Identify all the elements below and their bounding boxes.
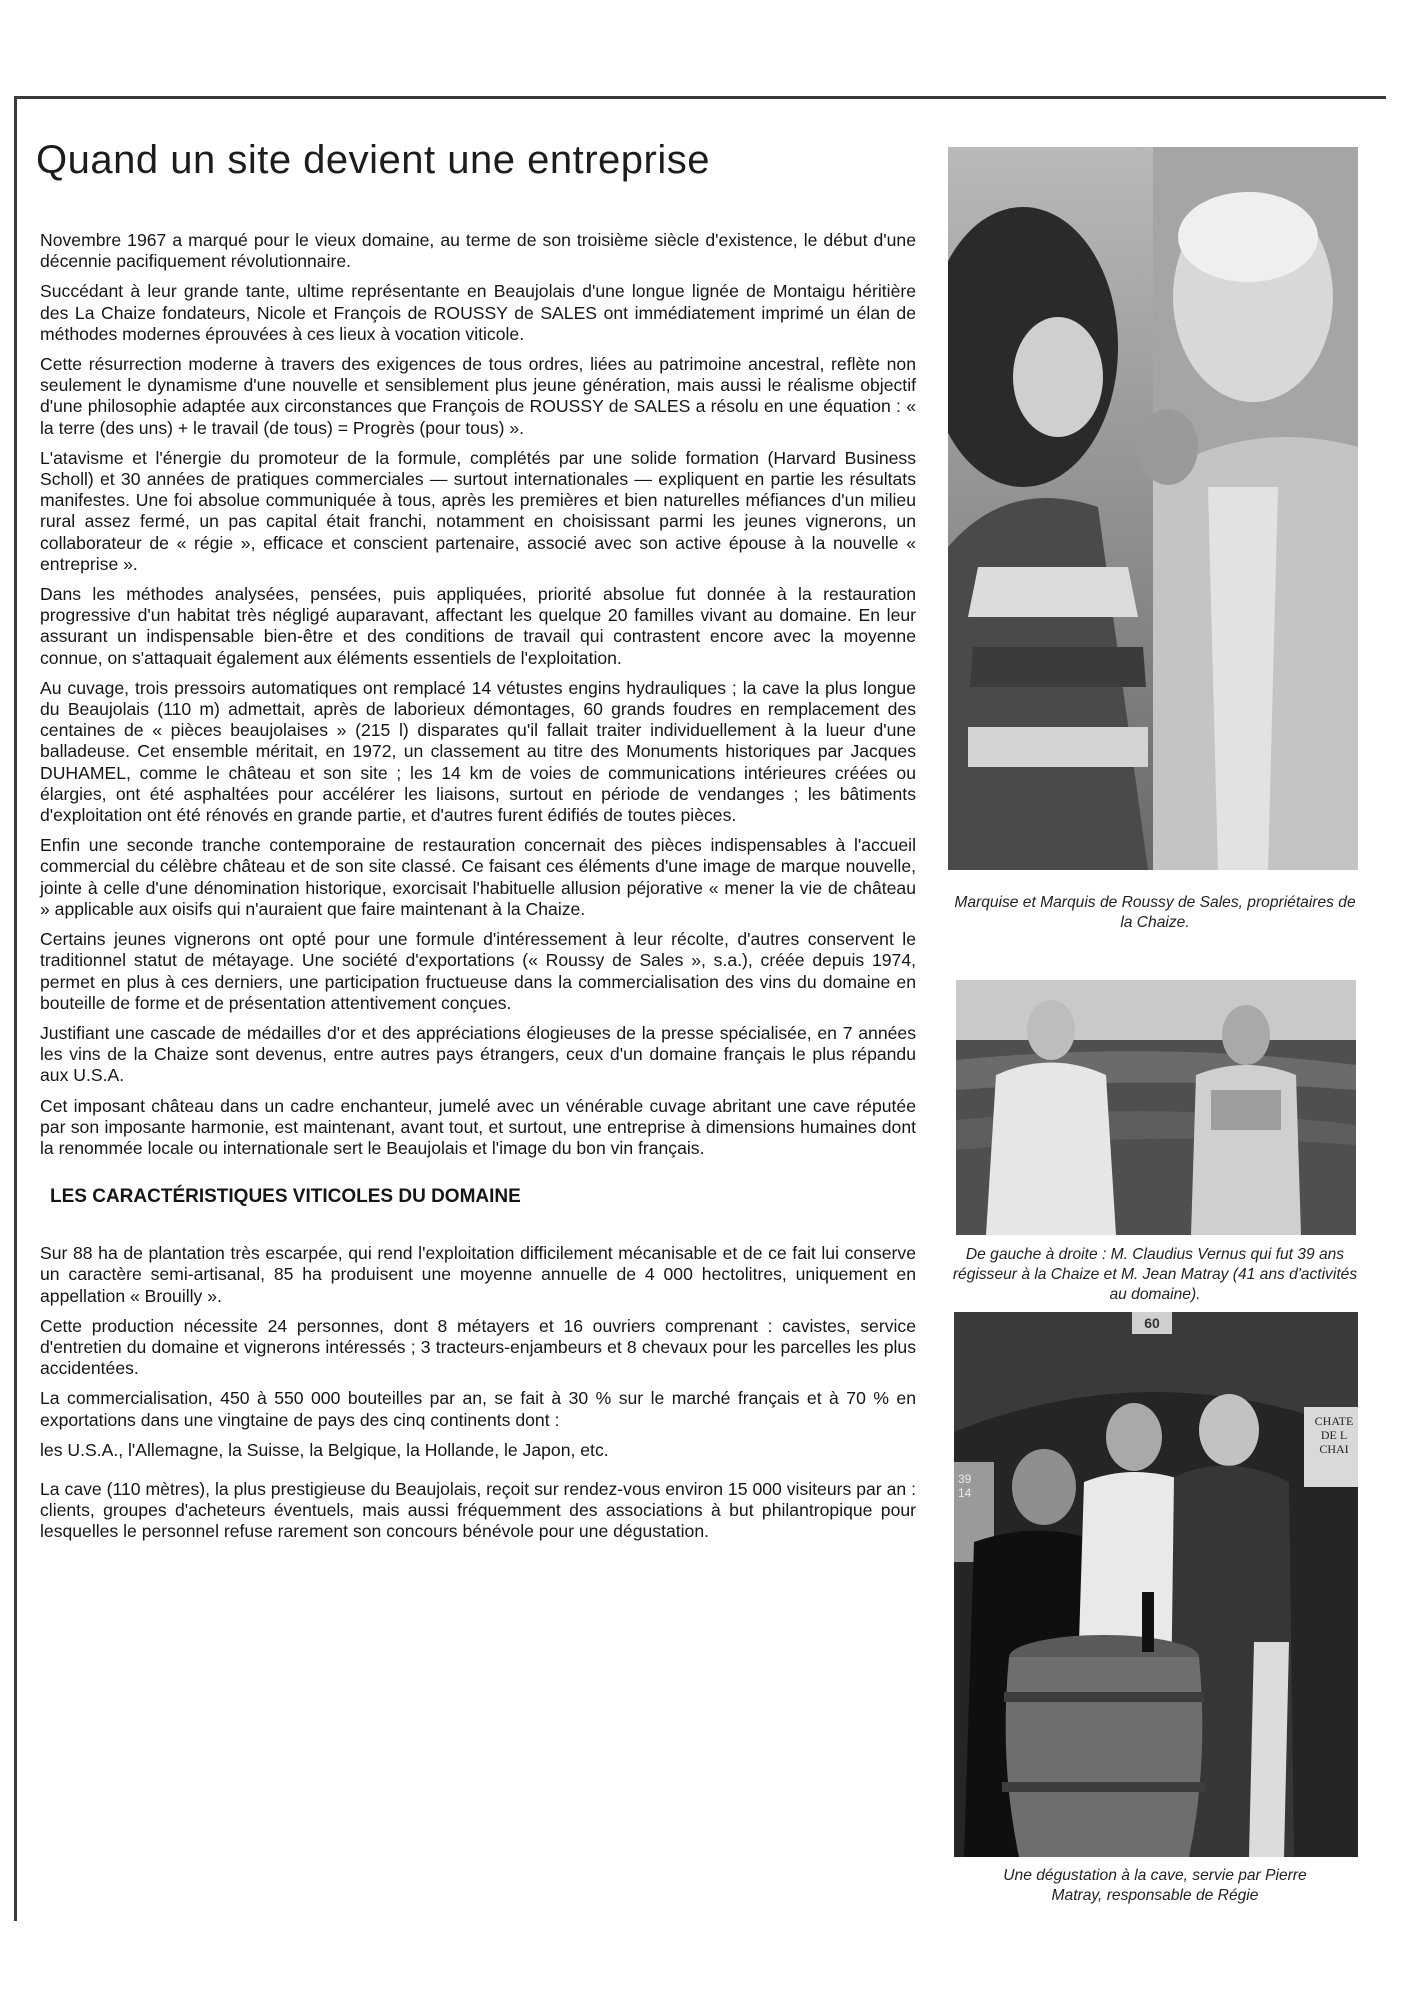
paragraph: La cave (110 mètres), la plus prestigieuse du Beaujolais, reçoit sur rendez-vous environ 15 000 visiteurs par an : clients, groupes d'acheteurs éventuels, mais aussi fréquemment des associations à but philantropique pour lesquelles le personnel refuse rarement son concours bénévole pour une dégustation. — [40, 1478, 916, 1542]
paragraph: Succédant à leur grande tante, ultime représentante en Beaujolais d'une longue lignée de Montaigu héritière des La Chaize fondateurs, Nicole et François de ROUSSY de SALES ont immédiatement imprimé un élan de méthodes modernes éprouvées à ces lieux à vocation viticole. — [40, 281, 916, 344]
paragraph: Certains jeunes vignerons ont opté pour une formule d'intéressement à leur récolte, d'autres conservent le traditionnel statut de métayage. Une société d'exportations (« Roussy de Sales », s.a.), créée depuis 1974, permet en plus à ces derniers, une participation fructueuse dans la commercialisation des vins du domaine en bouteille de forme et de présentation attentivement conçues. — [40, 929, 916, 1013]
photo-cellar-illustration — [954, 1312, 1358, 1857]
photo-cellar-caption: Une dégustation à la cave, servie par Pierre Matray, responsable de Régie — [1003, 1867, 1307, 1904]
paragraph: Cet imposant château dans un cadre enchanteur, jumelé avec un vénérable cuvage abritant une cave réputée par son imposante harmonie, est maintenant, avant tout, et surtout, une entreprise à dimensions humaines dont la renommée locale ou internationale sert le Beaujolais et l'image du bon vin français. — [40, 1095, 916, 1158]
photo-vineyard-caption: De gauche à droite : M. Claudius Vernus qui fut 39 ans régisseur à la Chaize et M. Jean Matray (41 ans d'activités au domaine). — [952, 1246, 1358, 1303]
photo-vineyard — [956, 980, 1356, 1235]
photo-owners-illustration — [948, 147, 1358, 870]
cellar-sign-number: 60 — [1144, 1315, 1160, 1331]
cellar-sign — [1309, 1414, 1358, 1456]
paragraph: Cette résurrection moderne à travers des exigences de tous ordres, liées au patrimoine ancestral, reflète non seulement le dynamisme d'une nouvelle et sensiblement plus jeune génération, mais aussi le réalisme objectif d'une philosophie adaptée aux circonstances que François de ROUSSY de SALES a résolu en une équation : « la terre (des uns) + le travail (de tous) = Progrès (pour tous) ». — [40, 354, 916, 438]
paragraph: La commercialisation, 450 à 550 000 bouteilles par an, se fait à 30 % sur le marché français et à 70 % en exportations dans une vingtaine de pays des cinq continents dont : — [40, 1388, 916, 1430]
paragraph: Justifiant une cascade de médailles d'or et des appréciations élogieuses de la presse spécialisée, en 7 années les vins de la Chaize sont devenus, entre autres pays étrangers, ceux d'un domaine français le plus répandu aux U.S.A. — [40, 1022, 916, 1086]
barrel-number-line: 14 — [958, 1486, 972, 1500]
paragraph: Au cuvage, trois pressoirs automatiques ont remplacé 14 vétustes engins hydrauliques ; la cave la plus longue du Beaujolais (110 m) admettait, après de laborieux démontages, 60 grands foudres en remplacement des centaines de « pièces beaujolaises » (215 l) disparates qu'il fallait traiter individuellement à la lueur d'une balladeuse. Cet ensemble méritait, en 1972, un classement au titre des Monuments historiques par Jacques DUHAMEL, comme le château et son site ; les 14 km de voies de communications intérieures créées ou élargies, ont été asphaltées pour accélérer les liaisons, surtout en période de vendanges ; les bâtiments d'exploitation ont été rénovés en grande partie, et d'autres furent édifiés de toutes pièces. — [40, 677, 916, 826]
paragraph: Dans les méthodes analysées, pensées, puis appliquées, priorité absolue fut donnée à la restauration progressive d'un habitat très négligé auparavant, affectant les quelque 20 familles vivant au domaine. En leur assurant un indispensable bien-être et des conditions de travail qui contrastent encore avec la moyenne connue, on s'attaquait également aux éléments essentiels de l'exploitation. — [40, 584, 916, 668]
section-heading: LES CARACTÉRISTIQUES VITICOLES DU DOMAINE — [50, 1186, 521, 1208]
paragraph: Sur 88 ha de plantation très escarpée, qui rend l'exploitation difficilement mécanisable et de ce fait lui conserve un caractère semi-artisanal, 85 ha produisent une moyenne annuelle de 4 000 hectolitres, uniquement en appellation « Brouilly ». — [40, 1243, 916, 1306]
photo-owners — [948, 147, 1358, 870]
paragraph: Cette production nécessite 24 personnes, dont 8 métayers et 16 ouvriers comprenant : cavistes, service d'entretien du domaine et vignerons intéressés ; 3 tracteurs-enjambeurs et 8 chevaux pour les parcelles les plus accidentées. — [40, 1315, 916, 1379]
article-body — [40, 230, 916, 1552]
paragraph: L'atavisme et l'énergie du promoteur de la formule, complétés par une solide formation (Harvard Business Scholl) et 30 années de pratiques commerciales — surtout internationales — expliquent en partie les résultats manifestes. Une foi absolue communiquée à tous, après les premières et bien naturelles méfiances d'un milieu rural assez fermé, un pas capital était franchi, notamment en choisissant parmi les jeunes vignerons, un collaborateur de « régie », efficace et conscient partenaire, associé avec son active épouse à la nouvelle « entreprise ». — [40, 447, 916, 574]
barrel-number — [958, 1472, 971, 1500]
paragraph: Novembre 1967 a marqué pour le vieux domaine, au terme de son troisième siècle d'existence, le début d'une décennie pacifiquement révolutionnaire. — [40, 230, 916, 272]
article-title: Quand un site devient une entreprise — [36, 138, 710, 182]
photo-cellar — [954, 1312, 1358, 1857]
cellar-sign-line: DE L — [1320, 1428, 1348, 1442]
photo-owners-caption: Marquise et Marquis de Roussy de Sales, propriétaires de la Chaize. — [954, 894, 1356, 931]
paragraph: les U.S.A., l'Allemagne, la Suisse, la Belgique, la Hollande, le Japon, etc. — [40, 1439, 609, 1460]
cellar-sign-line: CHAI — [1319, 1442, 1349, 1456]
photo-vineyard-illustration — [956, 980, 1356, 1235]
paragraph: Enfin une seconde tranche contemporaine de restauration concernait des pièces indispensables à l'accueil commercial du célèbre château et de son site classé. Ce faisant ces éléments d'une image de marque nouvelle, jointe à celle d'une dénomination historique, exorcisait l'habituelle allusion péjorative « mener la vie de château » applicable aux oisifs qui n'auraient que faire maintenant à la Chaize. — [40, 835, 916, 919]
barrel-number-line: 39 — [958, 1472, 972, 1486]
cellar-sign-line: CHATE — [1314, 1414, 1354, 1428]
